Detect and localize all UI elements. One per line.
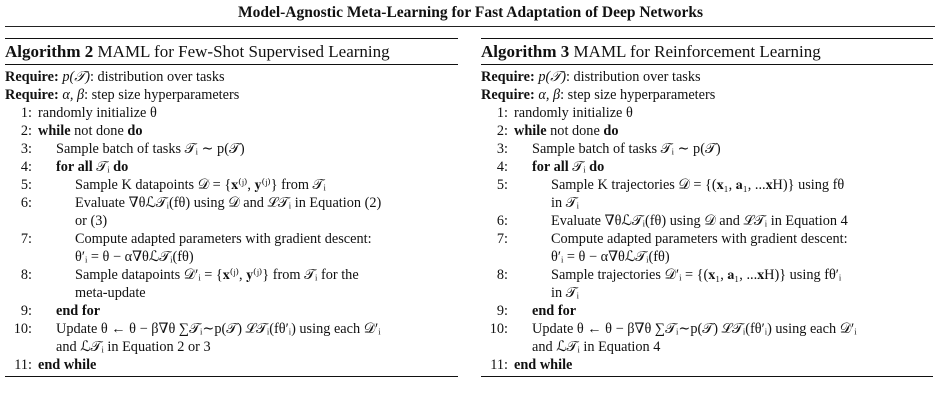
step-10-cont: and ℒ𝒯ᵢ in Equation 4 bbox=[532, 339, 661, 355]
algorithm-label: Algorithm 3 bbox=[481, 42, 570, 61]
step-7: 7: Compute adapted parameters with gradient descent: bbox=[496, 231, 848, 247]
require-math: p(𝒯) bbox=[62, 69, 90, 85]
require-text: : distribution over tasks bbox=[565, 69, 701, 85]
require-keyword: Require: bbox=[481, 87, 535, 103]
algorithm-3-header bbox=[481, 39, 933, 64]
mid-rule bbox=[5, 64, 458, 65]
step-3: 3: Sample batch of tasks 𝒯ᵢ ∼ p(𝒯) bbox=[20, 141, 245, 157]
step-7: 7: Compute adapted parameters with gradient descent: bbox=[20, 231, 372, 247]
step-8-cont: in 𝒯ᵢ bbox=[551, 285, 579, 301]
header-rule bbox=[5, 26, 935, 27]
algorithm-3-box bbox=[481, 38, 933, 377]
step-5: 5: Sample K datapoints 𝒟 = {𝐱⁽ʲ⁾, 𝐲⁽ʲ⁾} from 𝒯ᵢ bbox=[20, 177, 326, 193]
step-3: 3: Sample batch of tasks 𝒯ᵢ ∼ p(𝒯) bbox=[496, 141, 721, 157]
step-11: 11: end while bbox=[490, 357, 573, 373]
step-10-cont: and ℒ𝒯ᵢ in Equation 2 or 3 bbox=[56, 339, 211, 355]
algorithm-2-header bbox=[5, 39, 458, 64]
mid-rule bbox=[481, 64, 933, 65]
step-2: 2: while not done do bbox=[496, 123, 619, 139]
step-1: 1: randomly initialize θ bbox=[496, 105, 633, 121]
require-keyword: Require: bbox=[481, 69, 535, 85]
require-math: α, β bbox=[62, 87, 85, 103]
require-math: p(𝒯) bbox=[538, 69, 566, 85]
step-6: 6: Evaluate ∇θℒ𝒯ᵢ(fθ) using 𝒟 and ℒ𝒯ᵢ in Equation 4 bbox=[496, 213, 848, 229]
require-line bbox=[481, 68, 933, 86]
step-5: 5: Sample K trajectories 𝒟 = {(𝐱₁, 𝐚₁, ...𝐱H)} using fθ bbox=[496, 177, 845, 193]
step-7-cont: θ′ᵢ = θ − α∇θℒ𝒯ᵢ(fθ) bbox=[551, 249, 670, 265]
bottom-rule bbox=[481, 376, 933, 377]
require-line bbox=[5, 68, 458, 86]
step-6-cont: or (3) bbox=[75, 213, 108, 229]
algorithm-title: MAML for Reinforcement Learning bbox=[573, 42, 821, 61]
page-title: Model-Agnostic Meta-Learning for Fast Adaptation of Deep Networks bbox=[237, 4, 704, 21]
step-4: 4: for all 𝒯ᵢ do bbox=[496, 159, 605, 175]
step-8: 8: Sample datapoints 𝒟′ᵢ = {𝐱⁽ʲ⁾, 𝐲⁽ʲ⁾} from 𝒯ᵢ for the bbox=[20, 267, 359, 283]
step-6: 6: Evaluate ∇θℒ𝒯ᵢ(fθ) using 𝒟 and ℒ𝒯ᵢ in Equation (2) bbox=[20, 195, 382, 211]
step-8: 8: Sample trajectories 𝒟′ᵢ = {(𝐱₁, 𝐚₁, ...𝐱H)} using fθ′ᵢ bbox=[496, 267, 842, 283]
algorithm-title: MAML for Few-Shot Supervised Learning bbox=[97, 42, 390, 61]
require-line bbox=[481, 86, 933, 104]
require-math: α, β bbox=[538, 87, 561, 103]
require-text: : distribution over tasks bbox=[89, 69, 225, 85]
step-8-cont: meta-update bbox=[75, 285, 146, 301]
step-9: 9: end for bbox=[20, 303, 101, 319]
require-text: : step size hyperparameters bbox=[560, 87, 716, 103]
step-10: 10: Update θ ← θ − β∇θ ∑𝒯ᵢ∼p(𝒯) ℒ𝒯ᵢ(fθ′ᵢ) using each 𝒟′ᵢ bbox=[489, 321, 857, 337]
step-7-cont: θ′ᵢ = θ − α∇θℒ𝒯ᵢ(fθ) bbox=[75, 249, 194, 265]
require-keyword: Require: bbox=[5, 87, 59, 103]
require-line bbox=[5, 86, 458, 104]
bottom-rule bbox=[5, 376, 458, 377]
step-5-cont: in 𝒯ᵢ bbox=[551, 195, 579, 211]
step-2: 2: while not done do bbox=[20, 123, 143, 139]
step-9: 9: end for bbox=[496, 303, 577, 319]
step-11: 11: end while bbox=[14, 357, 97, 373]
step-10: 10: Update θ ← θ − β∇θ ∑𝒯ᵢ∼p(𝒯) ℒ𝒯ᵢ(fθ′ᵢ) using each 𝒟′ᵢ bbox=[13, 321, 381, 337]
require-keyword: Require: bbox=[5, 69, 59, 85]
algorithm-2-box bbox=[5, 38, 458, 377]
step-1: 1: randomly initialize θ bbox=[20, 105, 157, 121]
require-text: : step size hyperparameters bbox=[84, 87, 240, 103]
step-4: 4: for all 𝒯ᵢ do bbox=[20, 159, 129, 175]
algorithm-label: Algorithm 2 bbox=[5, 42, 94, 61]
